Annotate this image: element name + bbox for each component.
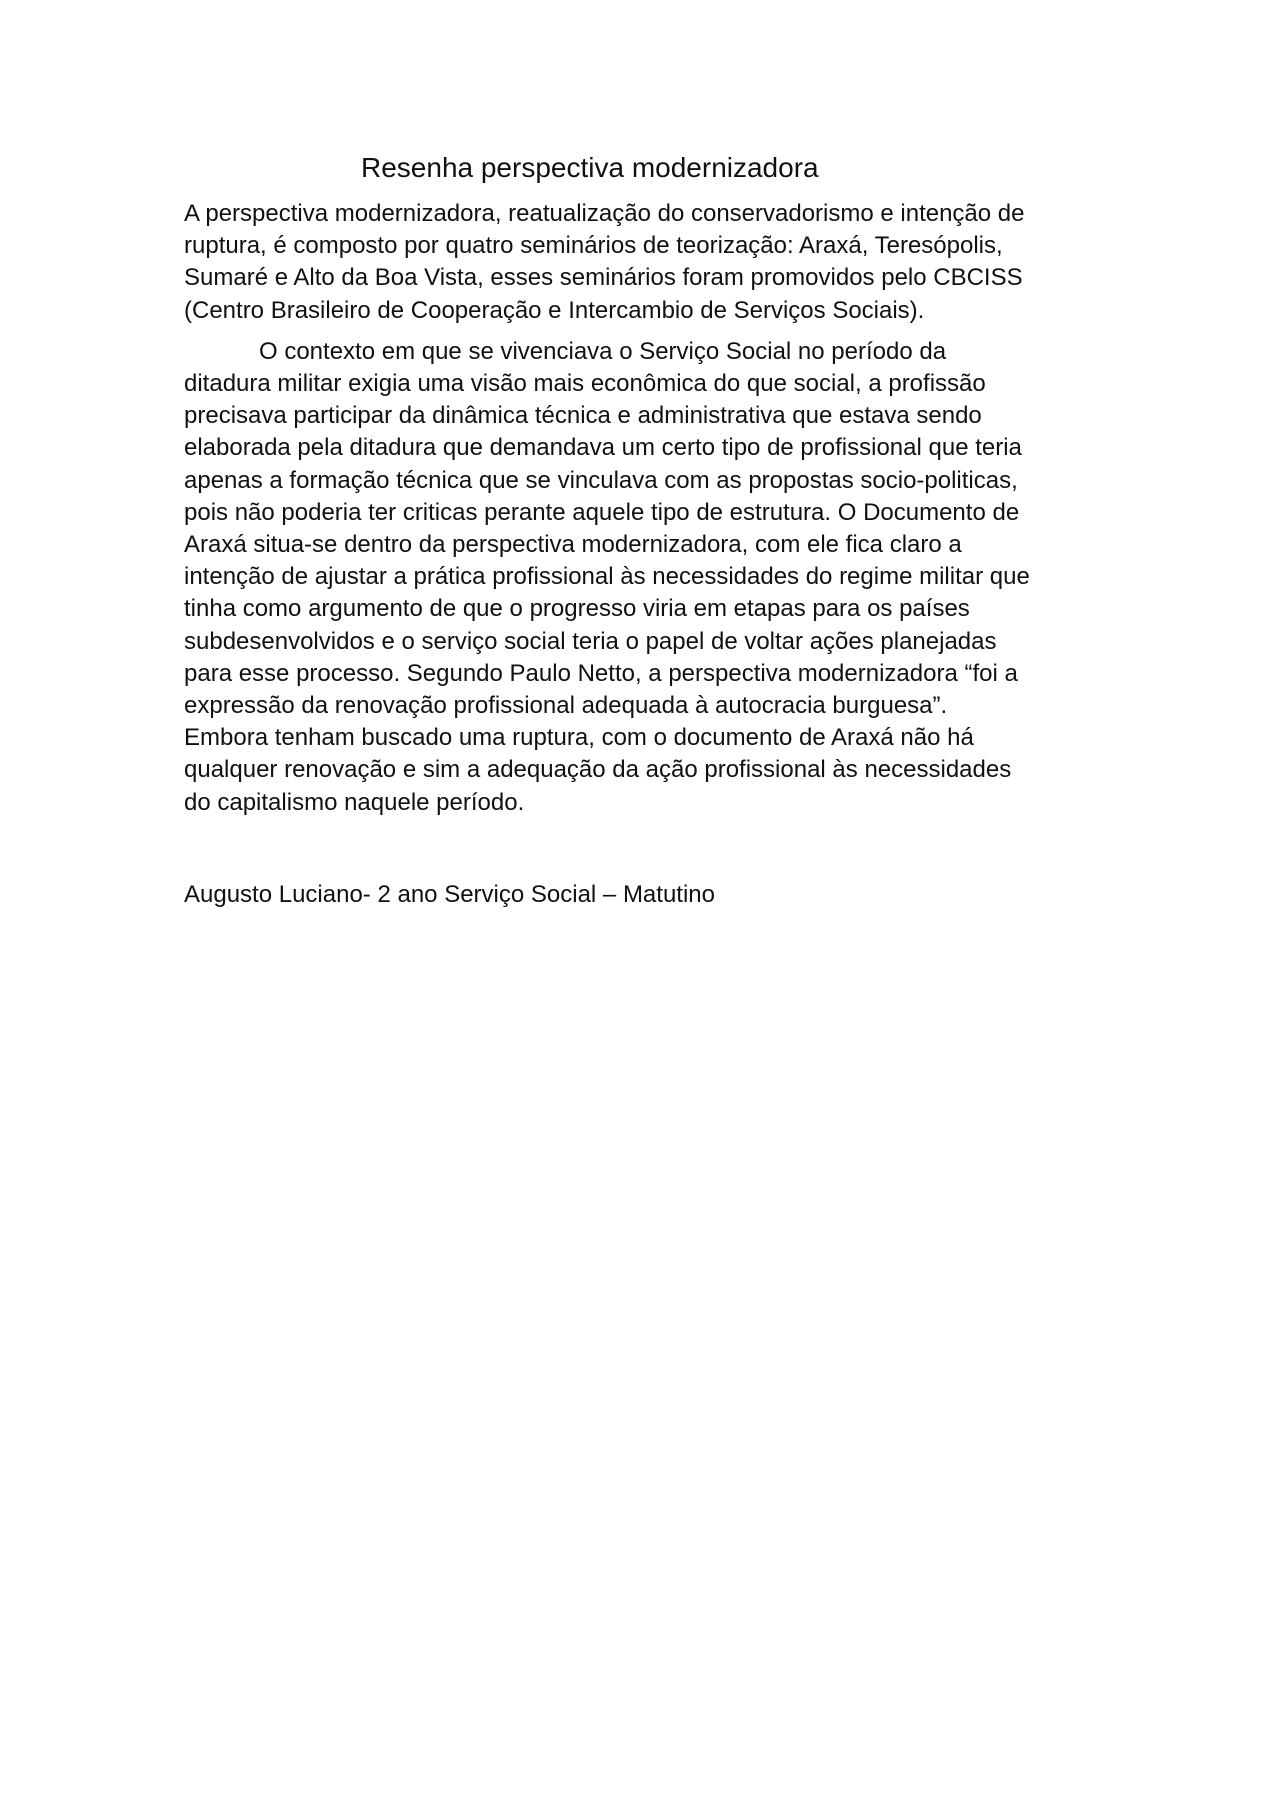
text-line: Embora tenham buscado uma ruptura, com o documento de Araxá não há [184, 724, 974, 752]
text-line: intenção de ajustar a prática profissional às necessidades do regime militar que [184, 563, 1030, 591]
text-line: elaborada pela ditadura que demandava um certo tipo de profissional que teria [184, 434, 1022, 462]
text-line: do capitalismo naquele período. [184, 788, 525, 816]
text-line: (Centro Brasileiro de Cooperação e Intercambio de Serviços Sociais). [184, 296, 925, 324]
text-line: Araxá situa-se dentro da perspectiva modernizadora, com ele fica claro a [184, 531, 962, 559]
text-line: tinha como argumento de que o progresso viria em etapas para os países [184, 595, 970, 623]
text-line: ditadura militar exigia uma visão mais econômica do que social, a profissão [184, 370, 986, 398]
text-line: pois não poderia ter criticas perante aquele tipo de estrutura. O Documento de [184, 498, 1020, 526]
text-line: precisava participar da dinâmica técnica e administrativa que estava sendo [184, 402, 982, 430]
document-body [184, 150, 1104, 911]
text-line: O contexto em que se vivenciava o Serviço Social no período da [259, 337, 947, 365]
text-line: Sumaré e Alto da Boa Vista, esses seminários foram promovidos pelo CBCISS [184, 264, 1023, 292]
text-line: para esse processo. Segundo Paulo Netto, a perspectiva modernizadora “foi a [184, 659, 1018, 687]
text-line: ruptura, é composto por quatro seminários de teorização: Araxá, Teresópolis, [184, 232, 1003, 260]
paragraph-context [184, 336, 1104, 819]
text-line: expressão da renovação profissional adequada à autocracia burguesa”. [184, 692, 948, 720]
text-line: qualquer renovação e sim a adequação da ação profissional às necessidades [184, 756, 1012, 784]
text-line: apenas a formação técnica que se vinculava com as propostas socio-politicas, [184, 466, 1018, 494]
text-line: A perspectiva modernizadora, reatualização do conservadorismo e intenção de [184, 200, 1025, 227]
author-signature-line: Augusto Luciano- 2 ano Serviço Social – Matutino [184, 880, 715, 908]
paragraph-intro [184, 198, 1104, 327]
document-title: Resenha perspectiva modernizadora [361, 152, 819, 183]
text-line: subdesenvolvidos e o serviço social teria o papel de voltar ações planejadas [184, 627, 997, 655]
